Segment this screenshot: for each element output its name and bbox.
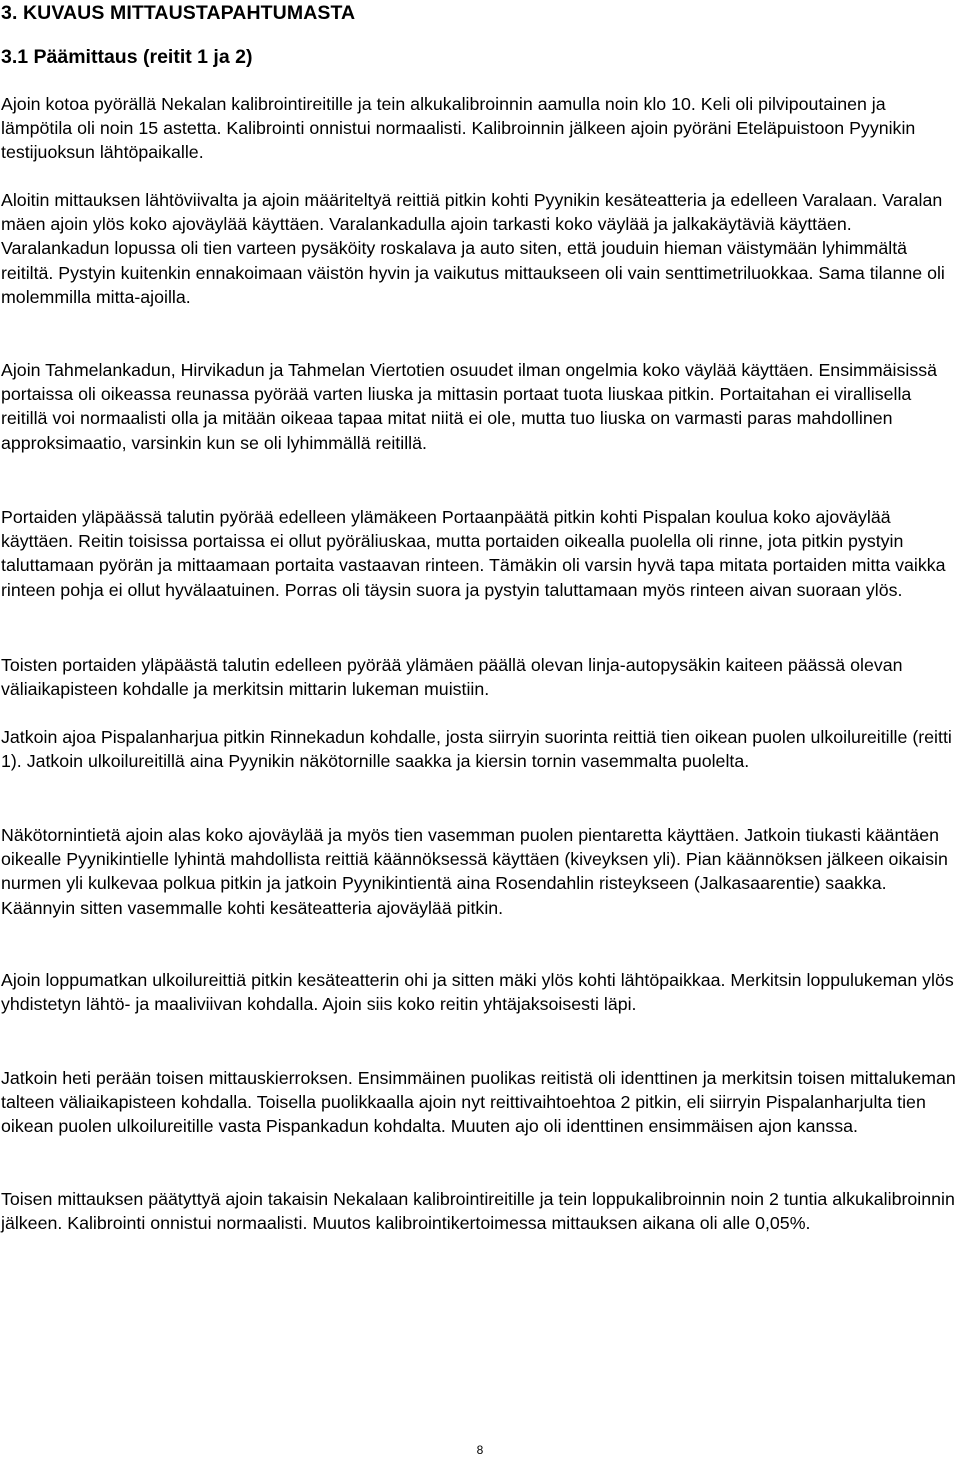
- paragraph-4: Portaiden yläpäässä talutin pyörää edelleen ylämäkeen Portaanpäätä pitkin kohti Pispalan koulua koko ajoväylää käyttäen. Reitin toisissa portaissa ei ollut pyöräliuskaa, mutta portaiden oikealla puolella oli rinne, jota pitkin pystyin taluttamaan pyörän ja mittaamaan portaita vastaavan rinteen. Tämäkin oli varsin hyvä tapa mitata portaiden mitta vaikka rinteen pohja ei ollut hyvälaatuinen. Porras oli täysin suora ja pystyin taluttamaan myös rinteen aivan suoraan ylös.: [1, 507, 946, 600]
- paragraph-1: Ajoin kotoa pyörällä Nekalan kalibrointireitille ja tein alkukalibroinnin aamulla noin klo 10. Keli oli pilvipoutainen ja lämpötila oli noin 15 astetta. Kalibrointi onnistui normaalisti. Kalibroinnin jälkeen ajoin pyöräni Eteläpuistoon Pyynikin testijuoksun lähtöpaikalle.: [1, 94, 916, 163]
- paragraph-7: Näkötornintietä ajoin alas koko ajoväylää ja myös tien vasemman puolen pientaretta käyttäen. Jatkoin tiukasti kääntäen oikealle Pyynikintielle lyhintä mahdollista reittiä käännöksessä käyttäen (kiveyksen yli). Pian käännöksen jälkeen oikaisin nurmen yli kulkevaa polkua pitkin ja jatkoin Pyynikintientä aina Rosendahlin risteykseen (Jalkasaarentie) saakka. Käännyin sitten vasemmalle kohti kesäteatteria ajoväylää pitkin.: [1, 825, 948, 918]
- paragraph-6: Jatkoin ajoa Pispalanharjua pitkin Rinnekadun kohdalle, josta siirryin suorinta reittiä tien oikean puolen ulkoilureitille (reitti 1). Jatkoin ulkoilureitillä aina Pyynikin näkötornille saakka ja kiersin tornin vasemmalta puolelta.: [1, 727, 952, 772]
- paragraph-3: Ajoin Tahmelankadun, Hirvikadun ja Tahmelan Viertotien osuudet ilman ongelmia koko väylää käyttäen. Ensimmäisissä portaissa oli oikeassa reunassa pyörää varten liuska ja mittasin portaat tuota liuskaa pitkin. Portaitahan ei virallisella reitillä voi normaalisti olla ja mitään oikeaa tapaa mitat niitä ei ole, mutta tuo liuska on varmasti paras mahdollinen approksimaatio, varsinkin kun se oli lyhimmällä reitillä.: [1, 360, 938, 453]
- paragraph-5: Toisten portaiden yläpäästä talutin edelleen pyörää ylämäen päällä olevan linja-autopysäkin kaiteen päässä olevan väliaikapisteen kohdalle ja merkitsin mittarin lukeman muistiin.: [1, 655, 903, 700]
- page-number: 8: [476, 1443, 484, 1457]
- paragraph-9: Jatkoin heti perään toisen mittauskierroksen. Ensimmäinen puolikas reitistä oli identtinen ja merkitsin toisen mittalukeman talteen väliaikapisteen kohdalla. Toisella puolikkaalla ajoin nyt reittivaihtoehtoa 2 pitkin, eli siirryin Pispalanharjulta tien oikean puolen ulkoilureitille vasta Pispankadun kohdalta. Muuten ajo oli identtinen ensimmäisen ajon kanssa.: [1, 1068, 956, 1137]
- paragraph-2: Aloitin mittauksen lähtöviivalta ja ajoin määriteltyä reittiä pitkin kohti Pyynikin kesäteatteria ja edelleen Varalaan. Varalan mäen ajoin ylös koko ajoväylää käyttäen. Varalankadulla ajoin tarkasti koko väylää ja jalkakäytäviä käyttäen. Varalankadun lopussa oli tien varteen pysäköity roskalava ja auto siten, että jouduin hieman väistymään lyhimmältä reitiltä. Pystyin kuitenkin ennakoimaan väistön hyvin ja vaikutus mittaukseen oli vain senttimetriluokkaa. Sama tilanne oli molemmilla mitta-ajoilla.: [1, 190, 945, 307]
- paragraph-10: Toisen mittauksen päätyttyä ajoin takaisin Nekalaan kalibrointireitille ja tein loppukalibroinnin noin 2 tuntia alkukalibroinnin jälkeen. Kalibrointi onnistui normaalisti. Muutos kalibrointikertoimessa mittauksen aikana oli alle 0,05%.: [1, 1189, 955, 1234]
- paragraph-8: Ajoin loppumatkan ulkoilureittiä pitkin kesäteatterin ohi ja sitten mäki ylös kohti lähtöpaikkaa. Merkitsin loppulukeman ylös yhdistetyn lähtö- ja maaliviivan kohdalla. Ajoin siis koko reitin yhtäjaksoisesti läpi.: [1, 970, 954, 1015]
- section-heading: 3. KUVAUS MITTAUSTAPAHTUMASTA: [1, 2, 356, 24]
- subsection-heading: 3.1 Päämittaus (reitit 1 ja 2): [1, 46, 253, 68]
